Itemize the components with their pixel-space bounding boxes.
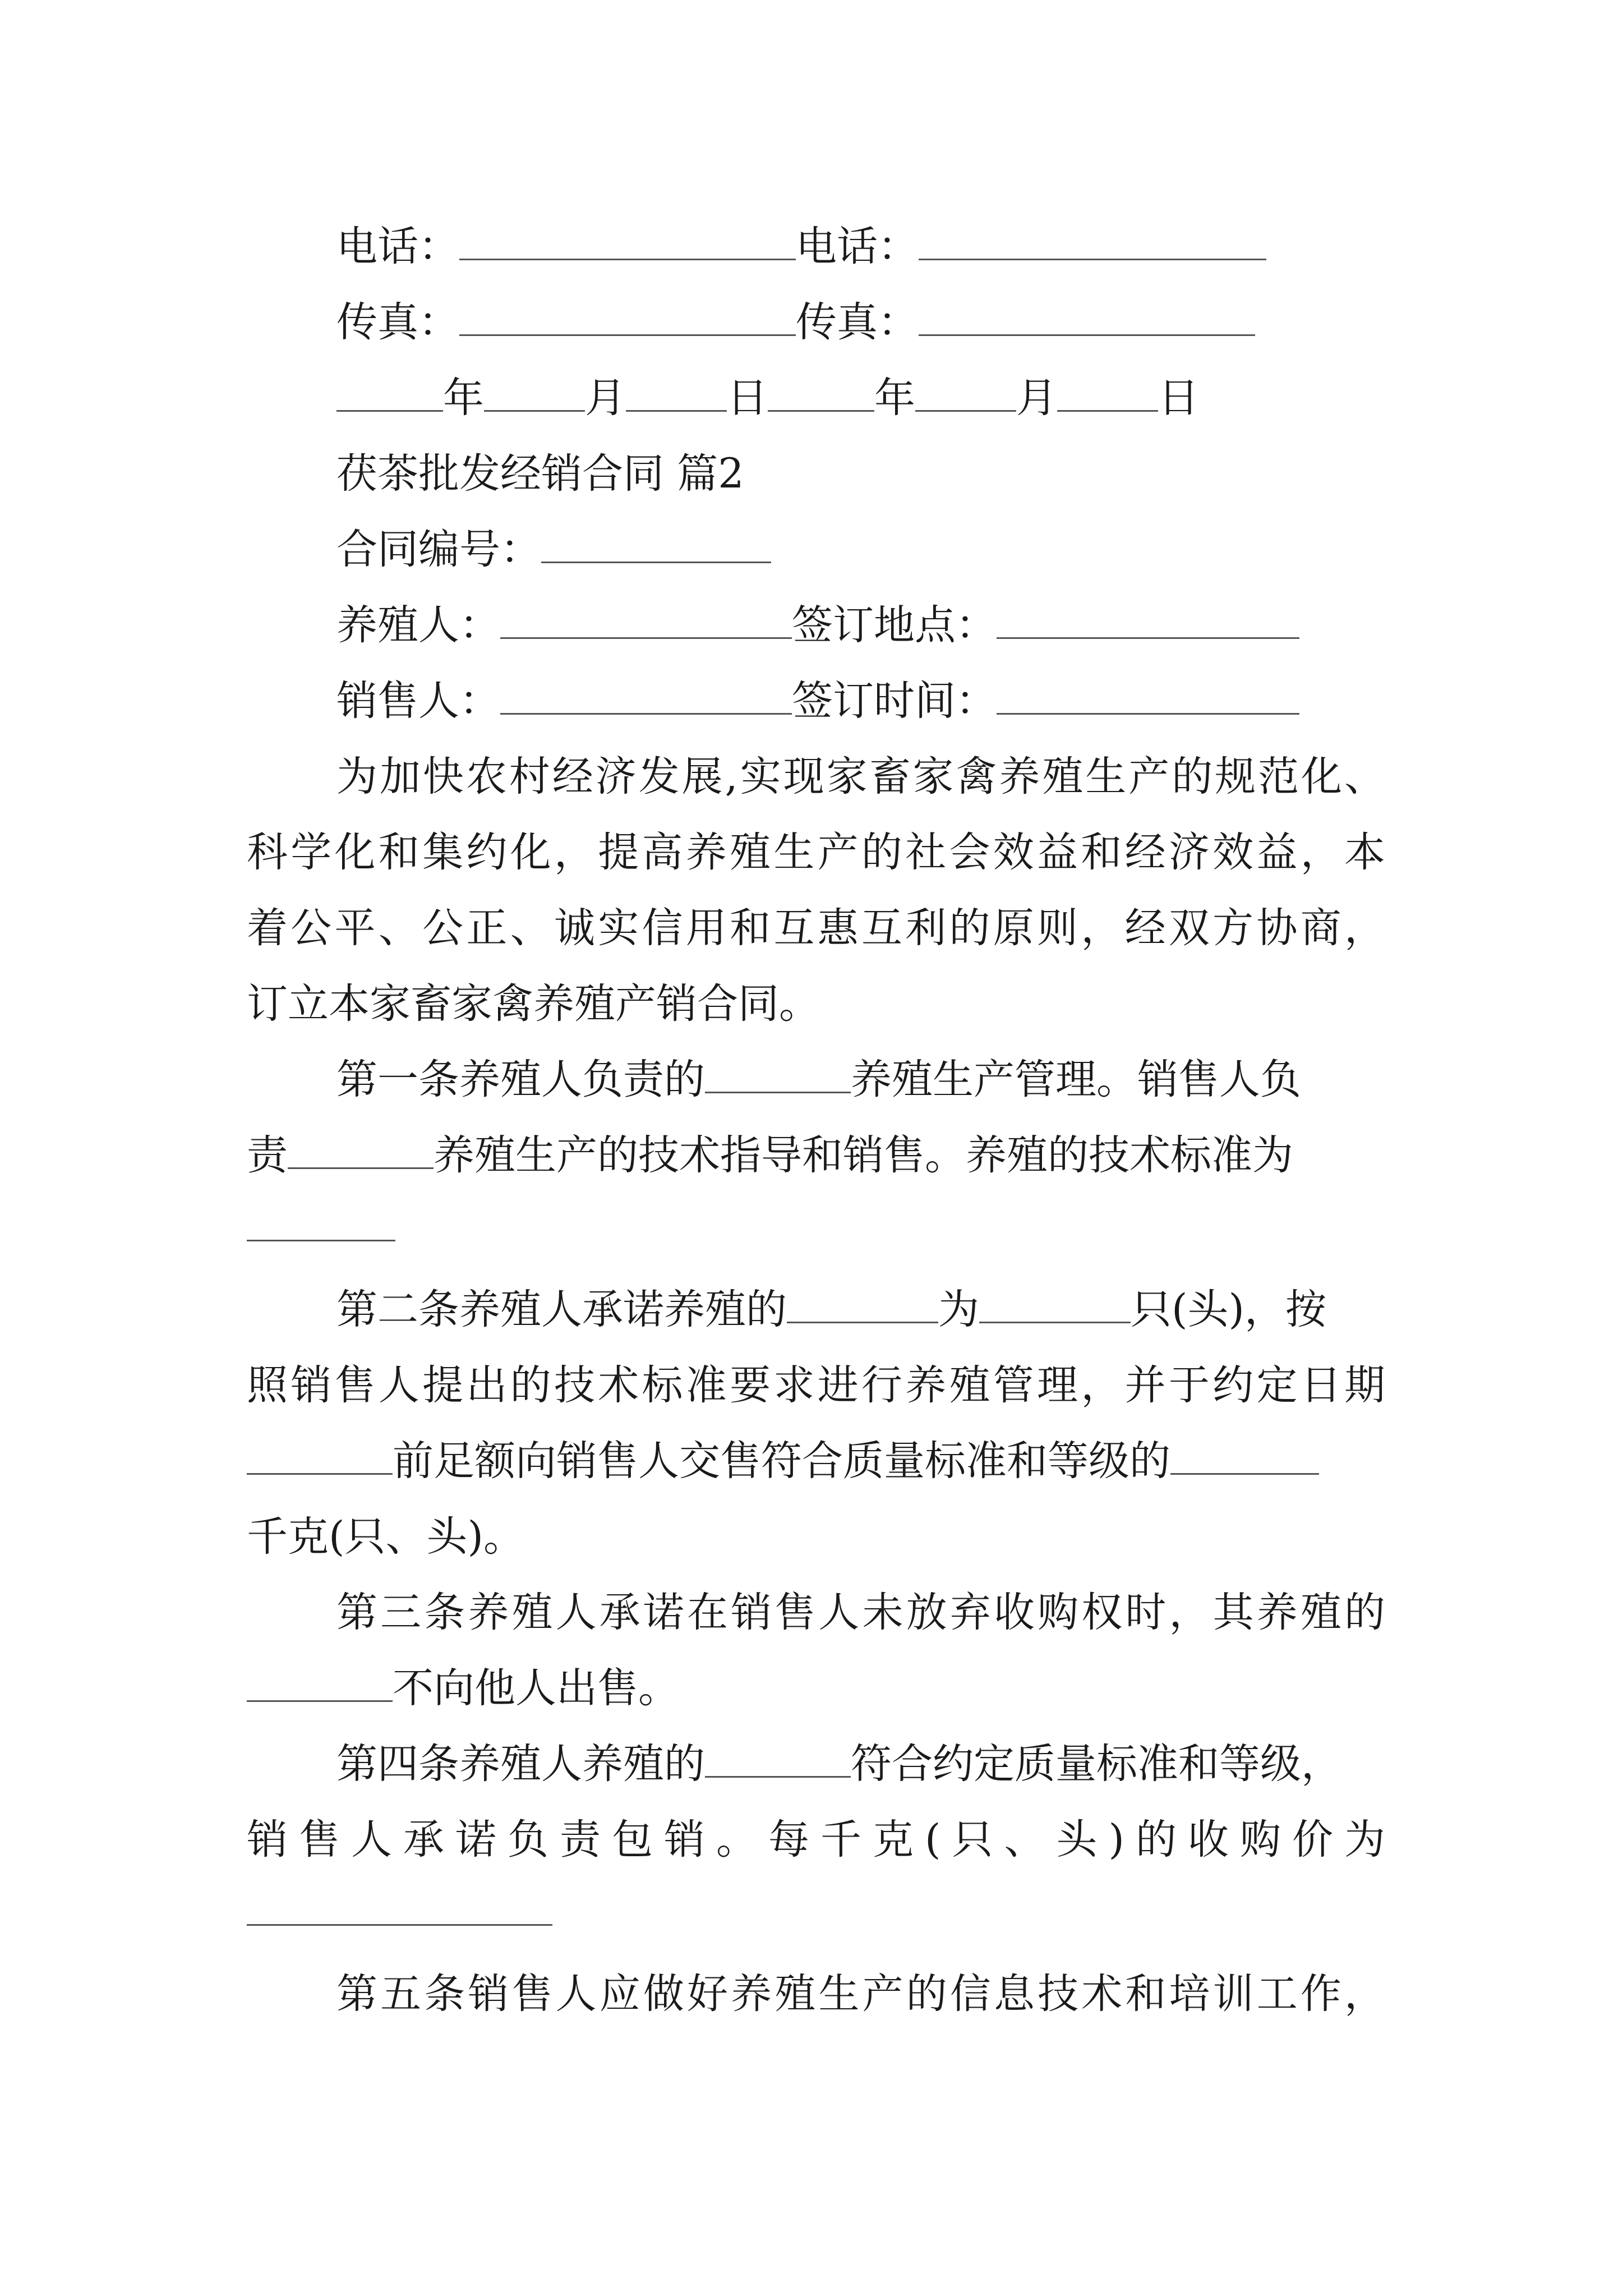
phone-blank-party-a xyxy=(459,224,796,260)
month-label-b: 月 xyxy=(1016,374,1057,422)
article-2-line-1 xyxy=(336,1282,1326,1338)
article-4-line-2: 销售人承诺负责包销。每千克(只、头)的收购价为 xyxy=(247,1816,1385,1864)
day-blank-a xyxy=(626,375,727,412)
article-2-line-3 xyxy=(247,1433,1319,1489)
article-4-line-1 xyxy=(336,1736,1342,1792)
article-1-text-b: 养殖生产管理。销售人负 xyxy=(851,1056,1301,1103)
article-1-blank-2 xyxy=(288,1133,434,1169)
contract-number-label: 合同编号： xyxy=(336,526,541,573)
sign-time-label: 签订时间： xyxy=(792,677,997,725)
year-blank-a xyxy=(336,375,443,412)
article-1-blank-1 xyxy=(705,1057,851,1093)
article-2-blank-4 xyxy=(1170,1438,1319,1475)
intro-line-4: 订立本家畜家禽养殖产销合同。 xyxy=(247,980,820,1028)
contract-title: 茯茶批发经销合同 篇2 xyxy=(336,450,744,498)
fax-label-party-a: 传真： xyxy=(336,298,459,346)
article-2-line-4: 千克(只、头)。 xyxy=(247,1513,524,1561)
breeder-label: 养殖人： xyxy=(336,601,500,649)
day-label-b: 日 xyxy=(1158,374,1199,422)
article-1-line-2 xyxy=(247,1128,1293,1184)
article-4-blank-1 xyxy=(705,1741,851,1778)
article-5-line-1: 第五条销售人应做好养殖生产的信息技术和培训工作， xyxy=(336,1970,1385,2018)
article-1-standard-blank xyxy=(247,1240,395,1241)
year-label-b: 年 xyxy=(874,374,915,422)
article-1-text-c: 责 xyxy=(247,1131,288,1179)
article-3-line-1: 第三条养殖人承诺在销售人未放弃收购权时，其养殖的 xyxy=(336,1589,1385,1636)
contract-number-line xyxy=(336,522,771,578)
article-2-blank-1 xyxy=(787,1287,938,1323)
article-2-blank-2 xyxy=(979,1287,1131,1323)
article-2-text-e: 前足额向销售人交售符合质量标准和等级的 xyxy=(393,1437,1170,1485)
fax-label-party-b: 传真： xyxy=(796,298,919,346)
seller-label: 销售人： xyxy=(336,677,500,725)
article-1-text-a: 第一条养殖人负责的 xyxy=(336,1056,705,1103)
fax-blank-party-a xyxy=(459,300,796,336)
article-4-text-a: 第四条养殖人养殖的 xyxy=(336,1740,705,1788)
intro-line-2: 科学化和集约化，提高养殖生产的社会效益和经济效益，本 xyxy=(247,829,1385,876)
article-2-line-2: 照销售人提出的技术标准要求进行养殖管理，并于约定日期 xyxy=(247,1361,1385,1409)
article-4-text-b: 符合约定质量标准和等级， xyxy=(851,1740,1342,1788)
intro-line-3: 着公平、公正、诚实信用和互惠互利的原则，经双方协商， xyxy=(247,904,1385,952)
fax-line xyxy=(336,295,1255,351)
year-label-a: 年 xyxy=(443,374,484,422)
day-label-a: 日 xyxy=(727,374,768,422)
sign-place-blank xyxy=(997,602,1299,639)
month-blank-a xyxy=(484,375,585,412)
phone-label-party-b: 电话： xyxy=(796,223,919,270)
day-blank-b xyxy=(1057,375,1158,412)
article-2-text-c: 只(头)，按 xyxy=(1131,1286,1326,1333)
article-4-price-blank xyxy=(247,1924,552,1926)
article-3-text-b: 不向他人出售。 xyxy=(393,1664,679,1712)
phone-label-party-a: 电话： xyxy=(336,223,459,270)
month-blank-b xyxy=(915,375,1016,412)
fax-blank-party-b xyxy=(919,300,1255,336)
breeder-blank xyxy=(500,602,792,639)
article-2-blank-3 xyxy=(247,1438,393,1475)
date-line xyxy=(336,370,1199,426)
seller-blank xyxy=(500,678,792,715)
article-3-blank-1 xyxy=(247,1665,393,1702)
article-3-line-2 xyxy=(247,1660,679,1717)
contract-number-blank xyxy=(541,527,771,563)
article-1-text-d: 养殖生产的技术指导和销售。养殖的技术标准为 xyxy=(434,1131,1293,1179)
breeder-line xyxy=(336,597,1299,654)
article-1-line-1 xyxy=(336,1052,1301,1108)
month-label-a: 月 xyxy=(585,374,626,422)
article-2-text-b: 为 xyxy=(938,1286,979,1333)
intro-line-1: 为加快农村经济发展,实现家畜家禽养殖生产的规范化、 xyxy=(336,753,1385,800)
article-2-text-a: 第二条养殖人承诺养殖的 xyxy=(336,1286,787,1333)
sign-time-blank xyxy=(997,678,1299,715)
year-blank-b xyxy=(768,375,874,412)
phone-blank-party-b xyxy=(919,224,1266,260)
sign-place-label: 签订地点： xyxy=(792,601,997,649)
seller-line xyxy=(336,673,1299,729)
phone-line xyxy=(336,219,1266,275)
